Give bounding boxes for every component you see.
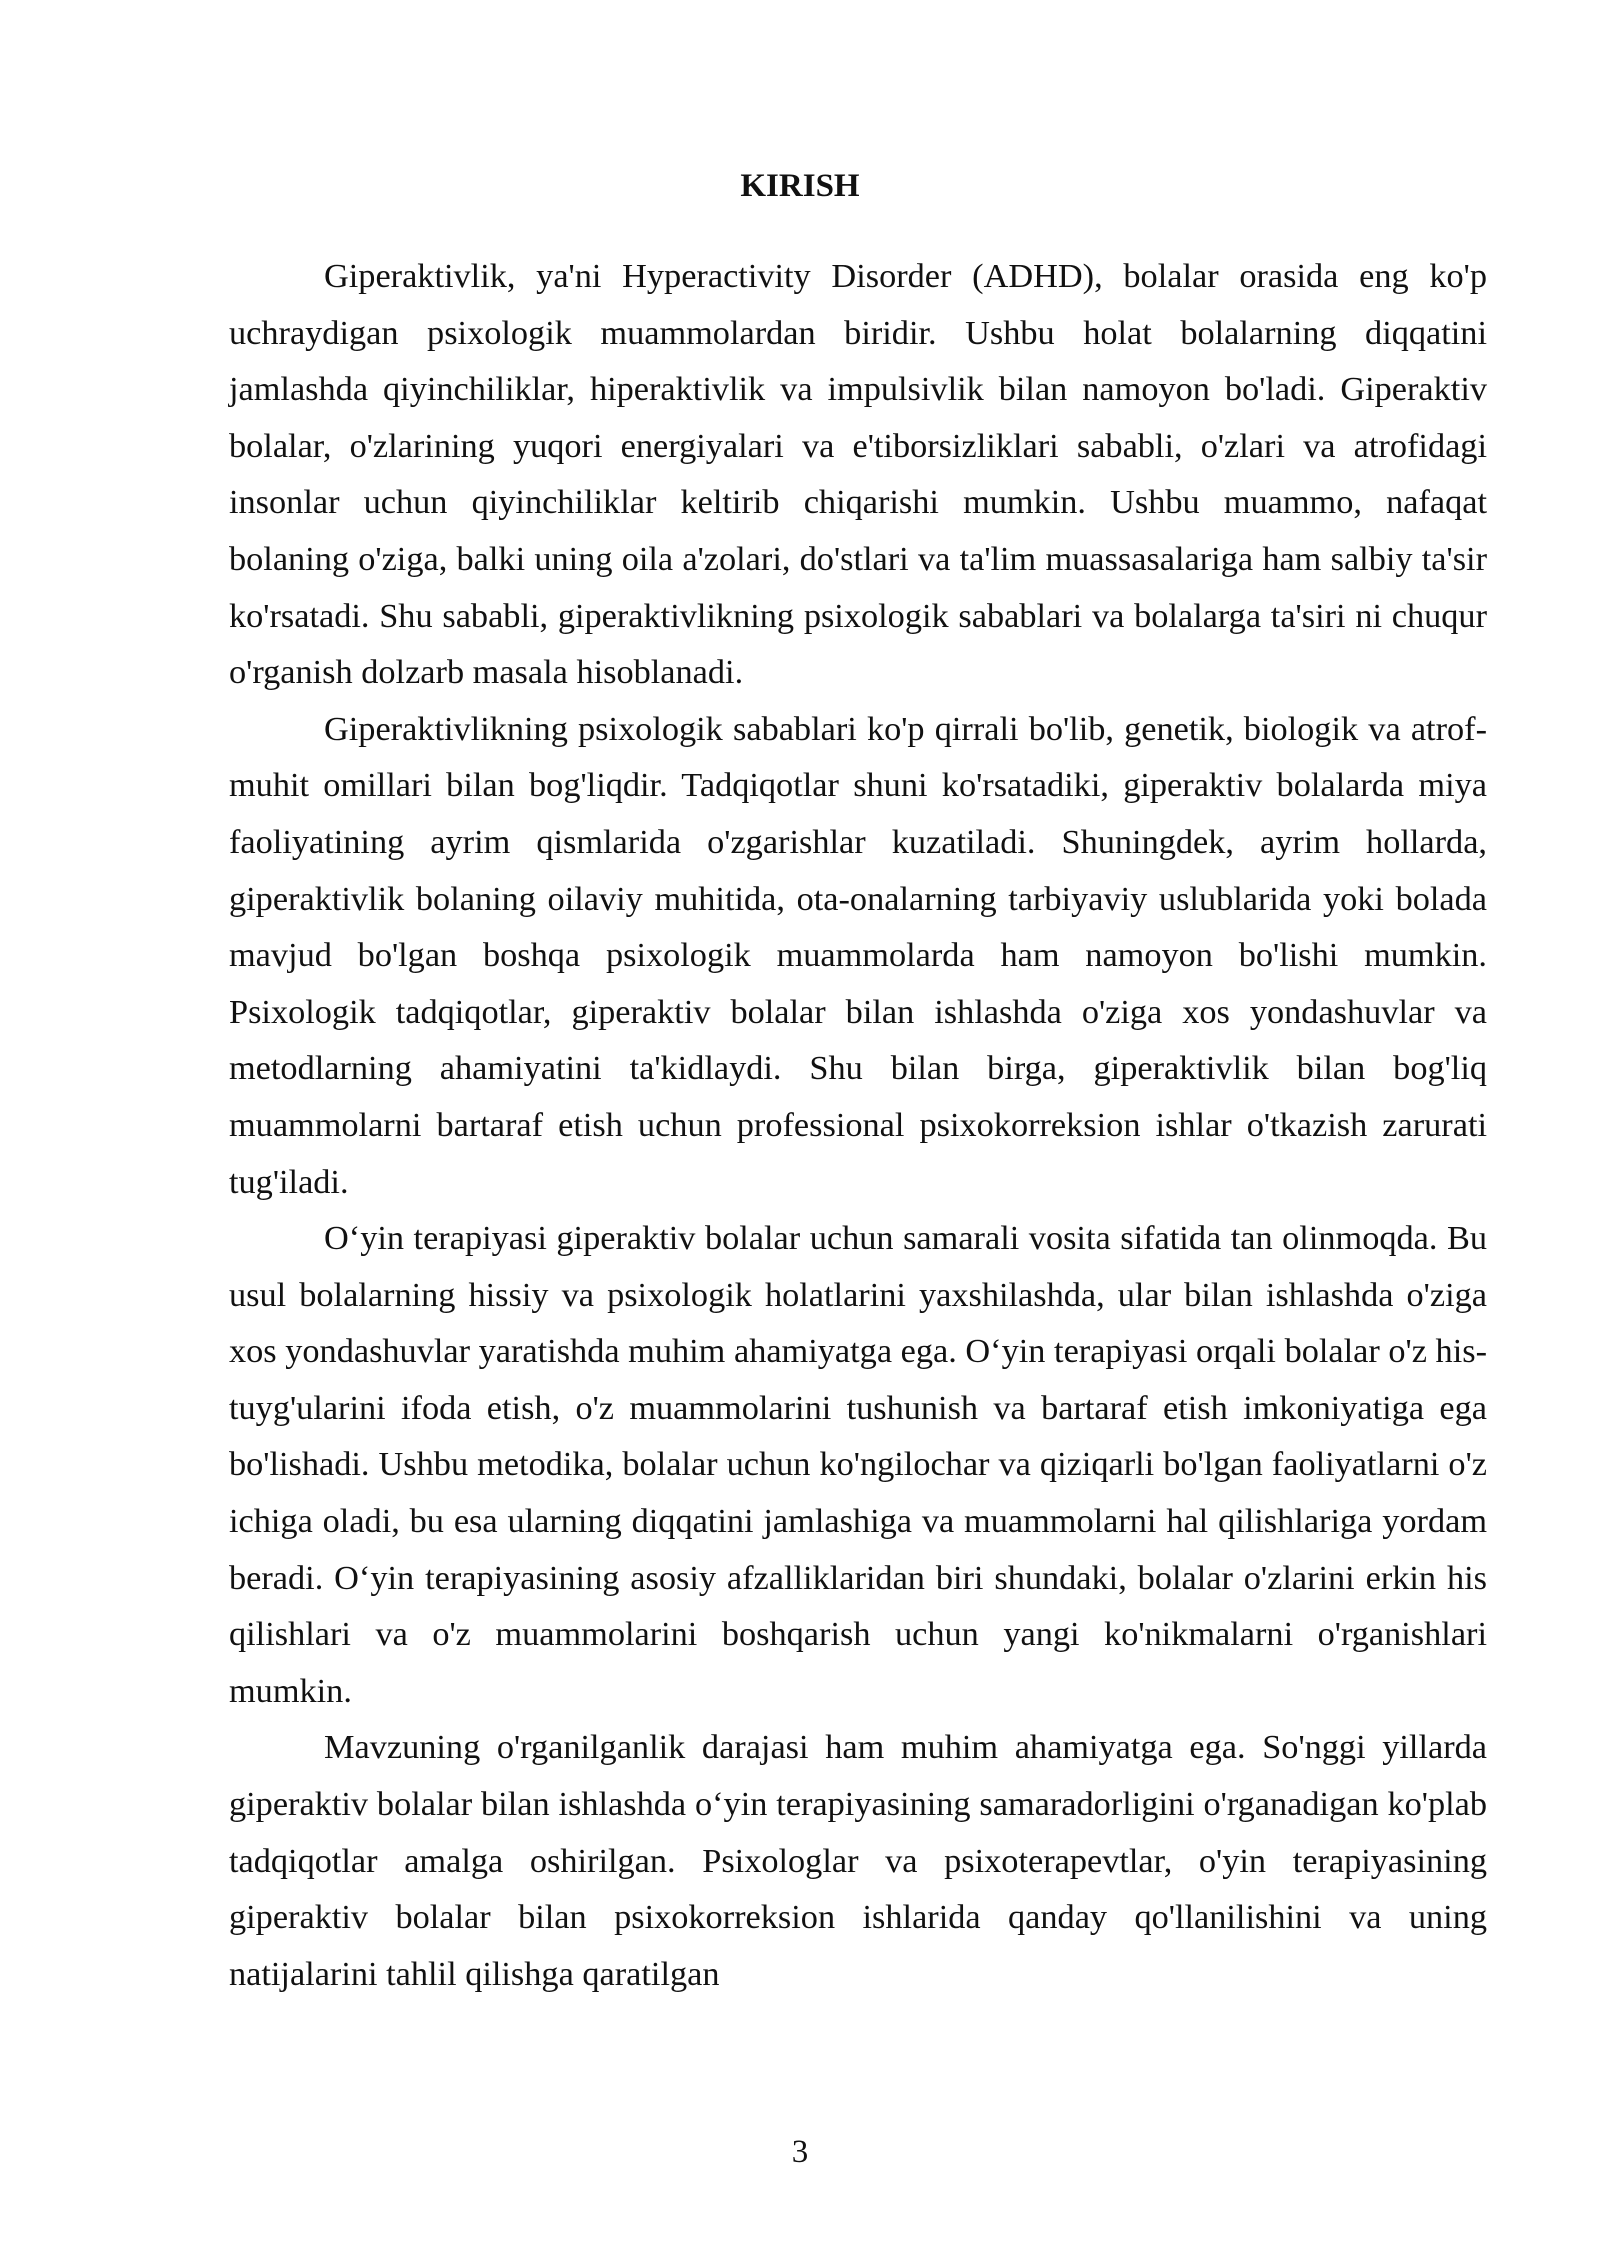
paragraph-1: Giperaktivlik, ya'ni Hyperactivity Disorder (ADHD), bolalar orasida eng ko'p uchraydigan psixologik muammolardan biridir. Ushbu holat bolalarning diqqatini jamlashda qiyinchiliklar, hiperaktivlik va impulsivlik bilan namoyon bo'ladi. Giperaktiv bolalar, o'zlarining yuqori energiyalari va e'tiborsizliklari sababli, o'zlari va atrofidagi insonlar uchun qiyinchiliklar keltirib chiqarishi mumkin. Ushbu muammo, nafaqat bolaning o'ziga, balki uning oila a'zolari, do'stlari va ta'lim muassasalariga ham salbiy ta'sir ko'rsatadi. Shu sababli, giperaktivlikning psixologik sabablari va bolalarga ta'siri ni chuqur o'rganish dolzarb masala hisoblanadi. [229,257,1487,692]
page-title: KIRISH [740,168,860,204]
paragraph-4: Mavzuning o'rganilganlik darajasi ham muhim ahamiyatga ega. So'nggi yillarda giperaktiv bolalar bilan ishlashda o‘yin terapiyasining samaradorligini o'rganadigan ko'plab tadqiqotlar amalga oshirilgan. Psixologlar va psixoterapevtlar, o'yin terapiyasining giperaktiv bolalar bilan psixokorreksion ishlarida qanday qo'llanilishini va uning natijalarini tahlil qilishga qaratilgan [229,1728,1487,1993]
paragraph-3: O‘yin terapiyasi giperaktiv bolalar uchun samarali vosita sifatida tan olinmoqda. Bu usul bolalarning hissiy va psixologik holatlarini yaxshilashda, ular bilan ishlashda o'ziga xos yondashuvlar yaratishda muhim ahamiyatga ega. O‘yin terapiyasi orqali bolalar o'z his-tuyg'ularini ifoda etish, o'z muammolarini tushunish va bartaraf etish imkoniyatiga ega bo'lishadi. Ushbu metodika, bolalar uchun ko'ngilochar va qiziqarli bo'lgan faoliyatlarni o'z ichiga oladi, bu esa ularning diqqatini jamlashiga va muammolarni hal qilishlariga yordam beradi. O‘yin terapiyasining asosiy afzalliklaridan biri shundaki, bolalar o'zlarini erkin his qilishlari va o'z muammolarini boshqarish uchun yangi ko'nikmalarni o'rganishlari mumkin. [229,1219,1487,1710]
body-text [229,248,1487,2002]
page-number: 3 [791,2134,809,2170]
paragraph-2: Giperaktivlikning psixologik sabablari ko'p qirrali bo'lib, genetik, biologik va atrof-muhit omillari bilan bog'liqdir. Tadqiqotlar shuni ko'rsatadiki, giperaktiv bolalarda miya faoliyatining ayrim qismlarida o'zgarishlar kuzatiladi. Shuningdek, ayrim hollarda, giperaktivlik bolaning oilaviy muhitida, ota-onalarning tarbiyaviy uslublarida yoki bolada mavjud bo'lgan boshqa psixologik muammolarda ham namoyon bo'lishi mumkin. Psixologik tadqiqotlar, giperaktiv bolalar bilan ishlashda o'ziga xos yondashuvlar va metodlarning ahamiyatini ta'kidlaydi. Shu bilan birga, giperaktivlik bilan bog'liq muammolarni bartaraf etish uchun professional psixokorreksion ishlar o'tkazish zarurati tug'iladi. [229,709,1487,1201]
